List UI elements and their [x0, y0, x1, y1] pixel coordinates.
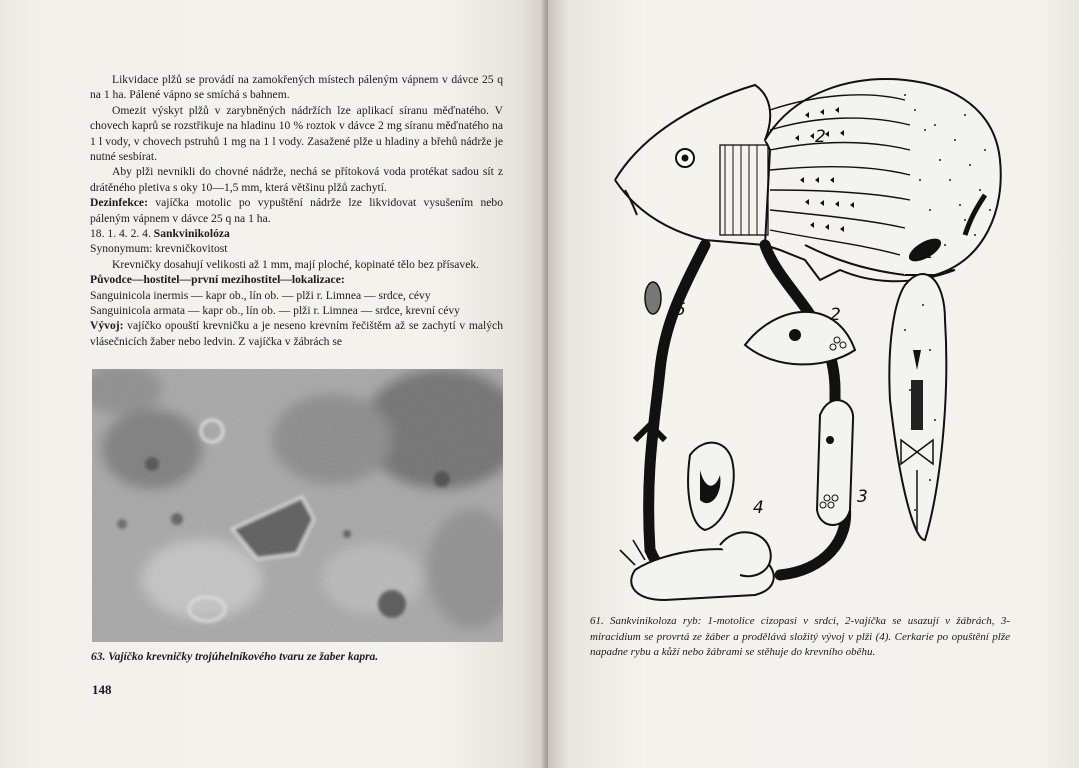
paragraph-vyvoj	[90, 318, 503, 349]
paragraph-inflow-screens: Aby plži nevnikli do chovné nádrže, nechá se přítoková voda protékat sadou sít z drátěného pletiva s oky 10—1,5 mm, která většinu plžů zachytí.	[90, 165, 503, 194]
left-body-text	[90, 72, 503, 226]
dezinfekce-label: Dezinfekce:	[90, 196, 148, 210]
paragraph-copper-sulfate: Omezit výskyt plžů v zarybněných nádržích lze aplikací síranu měďnatého. V chovech kaprů se rozstřikuje na hladinu 10 % roztok v dávce 2 mg síranu měďnatého na 1 l vody, v chovech pstruhů 1 mg na 1 l vody. Zasažené plže u hladiny a břehů nádrže je nutné sesbírat.	[90, 103, 503, 164]
cercaria-body	[645, 282, 661, 314]
figure-label-2-gills: 2	[815, 127, 826, 147]
description-paragraph: Krevničky dosahují velikosti až 1 mm, mají ploché, kopinaté tělo bez přísavek.	[112, 257, 480, 271]
life-cycle-illustration	[605, 70, 1015, 615]
gill-arch	[720, 145, 768, 235]
vyvoj-label: Vývoj:	[90, 319, 124, 333]
fluke-intestine	[911, 380, 923, 430]
vyvoj-text: vajíčko opouští krevničku a je neseno krevním řečištěm až se zachytí v malých vlásečnicích žaber nebo ledvin. Z vajíčka v žábrách se	[90, 319, 503, 348]
section-sankvinikoloza	[90, 226, 503, 349]
section-title: Sankvinikolóza	[153, 227, 230, 240]
figure-label-3: 3	[857, 487, 868, 507]
dezinfekce-text: vajíčka motolic po vypuštění nádrže lze likvidovat vysušením nebo páleným vápnem v dávce 25 q na 1 ha.	[90, 196, 503, 225]
miracidium	[817, 400, 853, 525]
figure-caption: 61. Sankvinikoloza ryb: 1-motolice cizopasi v srdci, 2-vajíčka se usazují v žábrách, 3-miracidium se provrtá ze žáber a prodělává složitý vývoj v plži (4). Cerkarie po opuštění plže napadne rybu a kůží nebo žábrami se stěhuje do krevního oběhu.	[590, 615, 1010, 658]
photo-caption: 63. Vajíčko krevničky trojúhelníkového tvaru ze žaber kapra.	[91, 651, 379, 663]
snail-tentacles	[620, 540, 645, 565]
section-number: 18. 1. 4. 2. 4.	[90, 227, 151, 240]
figure-label-2-egg: 2	[830, 305, 841, 325]
section-heading	[90, 226, 503, 241]
paragraph-snail-lime: Likvidace plžů se provádí na zamokřených místech páleným vápnem v dávce 25 q na 1 ha. Pálené vápno se smíchá s bahnem.	[90, 73, 503, 102]
micrograph-photo	[92, 369, 503, 642]
host-line-inermis: Sanguinicola inermis — kapr ob., lín ob. — plži r. Limnea — srdce, cévy	[90, 288, 431, 302]
hosts-heading: Původce—hostitel—první mezihostitel—lokalizace:	[90, 273, 345, 287]
gill-arch-lines	[725, 145, 757, 235]
fish-pupil	[682, 155, 689, 162]
miracidium-spot	[826, 436, 834, 444]
figure-label-5: 5	[675, 300, 686, 320]
micrograph-image	[92, 369, 503, 642]
egg-nucleus	[789, 329, 801, 341]
figure-label-1: 1	[923, 243, 934, 263]
host-line-armata: Sanguinicola armata — kapr ob., lín ob. — plži r. Limnea — srdce, krevní cévy	[90, 304, 460, 318]
paragraph-dezinfekce	[90, 195, 503, 226]
synonym-line: Synonymum: krevničkovitost	[90, 242, 228, 256]
fish-body-section	[765, 79, 1001, 275]
figure-label-4: 4	[753, 498, 764, 518]
page-number: 148	[92, 682, 112, 697]
